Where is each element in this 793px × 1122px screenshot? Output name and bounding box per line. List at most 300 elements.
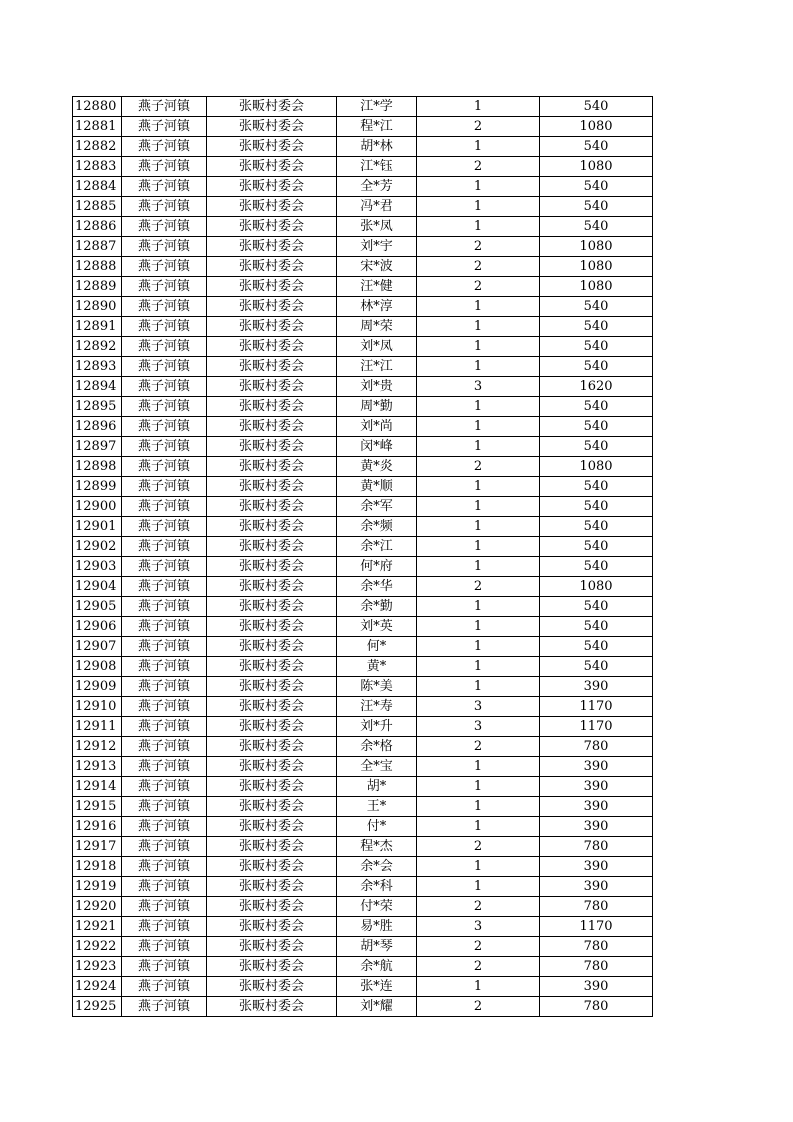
town-cell: 燕子河镇 (122, 97, 207, 117)
amount-cell: 390 (540, 777, 653, 797)
name-cell: 冯*君 (337, 197, 417, 217)
row-number-cell: 12911 (73, 717, 122, 737)
table-row (73, 217, 653, 237)
name-cell: 刘*耀 (337, 997, 417, 1017)
table-row (73, 937, 653, 957)
village-committee-cell: 张畈村委会 (207, 817, 337, 837)
amount-cell: 540 (540, 337, 653, 357)
town-cell: 燕子河镇 (122, 537, 207, 557)
name-cell: 黄*顺 (337, 477, 417, 497)
row-number-cell: 12899 (73, 477, 122, 497)
town-cell: 燕子河镇 (122, 137, 207, 157)
amount-cell: 390 (540, 757, 653, 777)
name-cell: 程*江 (337, 117, 417, 137)
name-cell: 王* (337, 797, 417, 817)
row-number-cell: 12920 (73, 897, 122, 917)
table-row (73, 197, 653, 217)
table-row (73, 357, 653, 377)
count-cell: 1 (417, 517, 540, 537)
town-cell: 燕子河镇 (122, 617, 207, 637)
village-committee-cell: 张畈村委会 (207, 137, 337, 157)
village-committee-cell: 张畈村委会 (207, 837, 337, 857)
row-number-cell: 12917 (73, 837, 122, 857)
village-committee-cell: 张畈村委会 (207, 197, 337, 217)
table-row (73, 897, 653, 917)
town-cell: 燕子河镇 (122, 217, 207, 237)
amount-cell: 1620 (540, 377, 653, 397)
row-number-cell: 12884 (73, 177, 122, 197)
row-number-cell: 12882 (73, 137, 122, 157)
amount-cell: 540 (540, 217, 653, 237)
name-cell: 程*杰 (337, 837, 417, 857)
village-committee-cell: 张畈村委会 (207, 497, 337, 517)
town-cell: 燕子河镇 (122, 977, 207, 997)
table-row (73, 457, 653, 477)
town-cell: 燕子河镇 (122, 797, 207, 817)
row-number-cell: 12924 (73, 977, 122, 997)
name-cell: 张*连 (337, 977, 417, 997)
table-row (73, 237, 653, 257)
count-cell: 1 (417, 417, 540, 437)
table-row (73, 817, 653, 837)
row-number-cell: 12890 (73, 297, 122, 317)
name-cell: 付*荣 (337, 897, 417, 917)
village-committee-cell: 张畈村委会 (207, 417, 337, 437)
row-number-cell: 12907 (73, 637, 122, 657)
amount-cell: 540 (540, 97, 653, 117)
name-cell: 余*会 (337, 857, 417, 877)
name-cell: 余*科 (337, 877, 417, 897)
amount-cell: 1080 (540, 457, 653, 477)
table-row (73, 537, 653, 557)
count-cell: 2 (417, 457, 540, 477)
count-cell: 1 (417, 197, 540, 217)
amount-cell: 540 (540, 417, 653, 437)
town-cell: 燕子河镇 (122, 177, 207, 197)
row-number-cell: 12883 (73, 157, 122, 177)
village-committee-cell: 张畈村委会 (207, 957, 337, 977)
table-row (73, 717, 653, 737)
name-cell: 余*军 (337, 497, 417, 517)
table-row (73, 157, 653, 177)
row-number-cell: 12912 (73, 737, 122, 757)
table-row (73, 397, 653, 417)
amount-cell: 390 (540, 857, 653, 877)
village-committee-cell: 张畈村委会 (207, 777, 337, 797)
count-cell: 1 (417, 977, 540, 997)
town-cell: 燕子河镇 (122, 557, 207, 577)
table-row (73, 577, 653, 597)
town-cell: 燕子河镇 (122, 677, 207, 697)
amount-cell: 390 (540, 977, 653, 997)
amount-cell: 540 (540, 357, 653, 377)
name-cell: 付* (337, 817, 417, 837)
table-row (73, 977, 653, 997)
row-number-cell: 12925 (73, 997, 122, 1017)
count-cell: 2 (417, 577, 540, 597)
amount-cell: 540 (540, 437, 653, 457)
amount-cell: 540 (540, 177, 653, 197)
row-number-cell: 12901 (73, 517, 122, 537)
row-number-cell: 12891 (73, 317, 122, 337)
count-cell: 1 (417, 857, 540, 877)
village-committee-cell: 张畈村委会 (207, 797, 337, 817)
town-cell: 燕子河镇 (122, 317, 207, 337)
amount-cell: 390 (540, 817, 653, 837)
village-committee-cell: 张畈村委会 (207, 717, 337, 737)
name-cell: 余*江 (337, 537, 417, 557)
count-cell: 1 (417, 137, 540, 157)
amount-cell: 390 (540, 877, 653, 897)
row-number-cell: 12889 (73, 277, 122, 297)
town-cell: 燕子河镇 (122, 397, 207, 417)
name-cell: 余*频 (337, 517, 417, 537)
count-cell: 2 (417, 157, 540, 177)
row-number-cell: 12881 (73, 117, 122, 137)
row-number-cell: 12894 (73, 377, 122, 397)
town-cell: 燕子河镇 (122, 457, 207, 477)
name-cell: 汪*寿 (337, 697, 417, 717)
name-cell: 全*芳 (337, 177, 417, 197)
count-cell: 1 (417, 477, 540, 497)
table-row (73, 857, 653, 877)
table-row (73, 697, 653, 717)
village-committee-cell: 张畈村委会 (207, 617, 337, 637)
count-cell: 3 (417, 697, 540, 717)
village-committee-cell: 张畈村委会 (207, 897, 337, 917)
town-cell: 燕子河镇 (122, 757, 207, 777)
town-cell: 燕子河镇 (122, 837, 207, 857)
count-cell: 1 (417, 557, 540, 577)
name-cell: 易*胜 (337, 917, 417, 937)
village-committee-cell: 张畈村委会 (207, 757, 337, 777)
village-committee-cell: 张畈村委会 (207, 997, 337, 1017)
town-cell: 燕子河镇 (122, 717, 207, 737)
amount-cell: 390 (540, 797, 653, 817)
town-cell: 燕子河镇 (122, 357, 207, 377)
name-cell: 闵*峰 (337, 437, 417, 457)
row-number-cell: 12916 (73, 817, 122, 837)
amount-cell: 1080 (540, 277, 653, 297)
count-cell: 1 (417, 397, 540, 417)
village-committee-cell: 张畈村委会 (207, 857, 337, 877)
count-cell: 2 (417, 937, 540, 957)
table-row (73, 997, 653, 1017)
table-row (73, 417, 653, 437)
table-row (73, 477, 653, 497)
town-cell: 燕子河镇 (122, 437, 207, 457)
village-committee-cell: 张畈村委会 (207, 317, 337, 337)
village-committee-cell: 张畈村委会 (207, 697, 337, 717)
count-cell: 1 (417, 437, 540, 457)
town-cell: 燕子河镇 (122, 277, 207, 297)
amount-cell: 780 (540, 837, 653, 857)
town-cell: 燕子河镇 (122, 597, 207, 617)
amount-cell: 780 (540, 937, 653, 957)
town-cell: 燕子河镇 (122, 877, 207, 897)
row-number-cell: 12880 (73, 97, 122, 117)
village-committee-cell: 张畈村委会 (207, 457, 337, 477)
table-row (73, 797, 653, 817)
town-cell: 燕子河镇 (122, 637, 207, 657)
name-cell: 余*航 (337, 957, 417, 977)
subsidy-table (72, 96, 653, 1017)
table-row (73, 637, 653, 657)
amount-cell: 1080 (540, 257, 653, 277)
count-cell: 1 (417, 537, 540, 557)
town-cell: 燕子河镇 (122, 337, 207, 357)
name-cell: 胡*琴 (337, 937, 417, 957)
village-committee-cell: 张畈村委会 (207, 537, 337, 557)
name-cell: 刘*升 (337, 717, 417, 737)
village-committee-cell: 张畈村委会 (207, 577, 337, 597)
village-committee-cell: 张畈村委会 (207, 437, 337, 457)
town-cell: 燕子河镇 (122, 157, 207, 177)
table-row (73, 737, 653, 757)
count-cell: 1 (417, 637, 540, 657)
amount-cell: 540 (540, 397, 653, 417)
town-cell: 燕子河镇 (122, 937, 207, 957)
amount-cell: 540 (540, 517, 653, 537)
row-number-cell: 12918 (73, 857, 122, 877)
town-cell: 燕子河镇 (122, 117, 207, 137)
row-number-cell: 12888 (73, 257, 122, 277)
row-number-cell: 12903 (73, 557, 122, 577)
count-cell: 1 (417, 657, 540, 677)
count-cell: 1 (417, 757, 540, 777)
town-cell: 燕子河镇 (122, 917, 207, 937)
amount-cell: 540 (540, 137, 653, 157)
amount-cell: 780 (540, 737, 653, 757)
row-number-cell: 12913 (73, 757, 122, 777)
village-committee-cell: 张畈村委会 (207, 157, 337, 177)
row-number-cell: 12895 (73, 397, 122, 417)
name-cell: 刘*尚 (337, 417, 417, 437)
count-cell: 2 (417, 257, 540, 277)
village-committee-cell: 张畈村委会 (207, 217, 337, 237)
amount-cell: 390 (540, 677, 653, 697)
table-body (73, 97, 653, 1017)
count-cell: 1 (417, 177, 540, 197)
name-cell: 胡*林 (337, 137, 417, 157)
row-number-cell: 12896 (73, 417, 122, 437)
row-number-cell: 12921 (73, 917, 122, 937)
count-cell: 2 (417, 117, 540, 137)
town-cell: 燕子河镇 (122, 417, 207, 437)
table-row (73, 557, 653, 577)
count-cell: 1 (417, 597, 540, 617)
table-row (73, 517, 653, 537)
amount-cell: 540 (540, 537, 653, 557)
table-row (73, 957, 653, 977)
count-cell: 3 (417, 717, 540, 737)
village-committee-cell: 张畈村委会 (207, 397, 337, 417)
amount-cell: 1170 (540, 917, 653, 937)
row-number-cell: 12914 (73, 777, 122, 797)
name-cell: 刘*凤 (337, 337, 417, 357)
count-cell: 2 (417, 997, 540, 1017)
row-number-cell: 12885 (73, 197, 122, 217)
town-cell: 燕子河镇 (122, 897, 207, 917)
village-committee-cell: 张畈村委会 (207, 177, 337, 197)
village-committee-cell: 张畈村委会 (207, 377, 337, 397)
name-cell: 江*学 (337, 97, 417, 117)
count-cell: 2 (417, 237, 540, 257)
name-cell: 胡* (337, 777, 417, 797)
name-cell: 刘*贵 (337, 377, 417, 397)
village-committee-cell: 张畈村委会 (207, 117, 337, 137)
table-row (73, 297, 653, 317)
village-committee-cell: 张畈村委会 (207, 297, 337, 317)
village-committee-cell: 张畈村委会 (207, 237, 337, 257)
name-cell: 宋*波 (337, 257, 417, 277)
amount-cell: 1080 (540, 117, 653, 137)
town-cell: 燕子河镇 (122, 237, 207, 257)
row-number-cell: 12906 (73, 617, 122, 637)
name-cell: 汪*江 (337, 357, 417, 377)
row-number-cell: 12892 (73, 337, 122, 357)
name-cell: 张*凤 (337, 217, 417, 237)
count-cell: 2 (417, 837, 540, 857)
town-cell: 燕子河镇 (122, 377, 207, 397)
village-committee-cell: 张畈村委会 (207, 257, 337, 277)
count-cell: 1 (417, 317, 540, 337)
village-committee-cell: 张畈村委会 (207, 97, 337, 117)
table-row (73, 337, 653, 357)
amount-cell: 540 (540, 497, 653, 517)
table-row (73, 617, 653, 637)
village-committee-cell: 张畈村委会 (207, 597, 337, 617)
row-number-cell: 12898 (73, 457, 122, 477)
count-cell: 1 (417, 337, 540, 357)
count-cell: 1 (417, 357, 540, 377)
name-cell: 全*宝 (337, 757, 417, 777)
count-cell: 2 (417, 957, 540, 977)
table-row (73, 497, 653, 517)
row-number-cell: 12915 (73, 797, 122, 817)
amount-cell: 1080 (540, 157, 653, 177)
table-row (73, 277, 653, 297)
amount-cell: 780 (540, 897, 653, 917)
table-row (73, 257, 653, 277)
table-row (73, 177, 653, 197)
amount-cell: 1080 (540, 577, 653, 597)
count-cell: 1 (417, 217, 540, 237)
row-number-cell: 12908 (73, 657, 122, 677)
name-cell: 余*格 (337, 737, 417, 757)
amount-cell: 540 (540, 477, 653, 497)
town-cell: 燕子河镇 (122, 697, 207, 717)
table-row (73, 757, 653, 777)
table-row (73, 777, 653, 797)
amount-cell: 780 (540, 997, 653, 1017)
row-number-cell: 12904 (73, 577, 122, 597)
row-number-cell: 12922 (73, 937, 122, 957)
table-row (73, 837, 653, 857)
table-row (73, 317, 653, 337)
village-committee-cell: 张畈村委会 (207, 917, 337, 937)
amount-cell: 540 (540, 617, 653, 637)
name-cell: 黄*炎 (337, 457, 417, 477)
row-number-cell: 12919 (73, 877, 122, 897)
table-row (73, 677, 653, 697)
row-number-cell: 12886 (73, 217, 122, 237)
row-number-cell: 12909 (73, 677, 122, 697)
town-cell: 燕子河镇 (122, 817, 207, 837)
table-row (73, 917, 653, 937)
amount-cell: 540 (540, 297, 653, 317)
row-number-cell: 12900 (73, 497, 122, 517)
count-cell: 2 (417, 277, 540, 297)
name-cell: 刘*英 (337, 617, 417, 637)
village-committee-cell: 张畈村委会 (207, 737, 337, 757)
name-cell: 江*钰 (337, 157, 417, 177)
village-committee-cell: 张畈村委会 (207, 477, 337, 497)
town-cell: 燕子河镇 (122, 737, 207, 757)
table-row (73, 117, 653, 137)
village-committee-cell: 张畈村委会 (207, 277, 337, 297)
town-cell: 燕子河镇 (122, 497, 207, 517)
amount-cell: 540 (540, 557, 653, 577)
row-number-cell: 12893 (73, 357, 122, 377)
count-cell: 1 (417, 817, 540, 837)
count-cell: 1 (417, 797, 540, 817)
amount-cell: 540 (540, 657, 653, 677)
name-cell: 陈*美 (337, 677, 417, 697)
count-cell: 3 (417, 377, 540, 397)
count-cell: 1 (417, 677, 540, 697)
town-cell: 燕子河镇 (122, 477, 207, 497)
table-row (73, 97, 653, 117)
table-row (73, 437, 653, 457)
row-number-cell: 12905 (73, 597, 122, 617)
village-committee-cell: 张畈村委会 (207, 937, 337, 957)
row-number-cell: 12910 (73, 697, 122, 717)
town-cell: 燕子河镇 (122, 997, 207, 1017)
town-cell: 燕子河镇 (122, 577, 207, 597)
town-cell: 燕子河镇 (122, 197, 207, 217)
name-cell: 黄* (337, 657, 417, 677)
name-cell: 余*华 (337, 577, 417, 597)
town-cell: 燕子河镇 (122, 257, 207, 277)
village-committee-cell: 张畈村委会 (207, 637, 337, 657)
name-cell: 林*淳 (337, 297, 417, 317)
village-committee-cell: 张畈村委会 (207, 677, 337, 697)
count-cell: 3 (417, 917, 540, 937)
count-cell: 1 (417, 297, 540, 317)
town-cell: 燕子河镇 (122, 657, 207, 677)
village-committee-cell: 张畈村委会 (207, 357, 337, 377)
name-cell: 周*勤 (337, 397, 417, 417)
town-cell: 燕子河镇 (122, 517, 207, 537)
count-cell: 1 (417, 497, 540, 517)
table-row (73, 877, 653, 897)
count-cell: 1 (417, 617, 540, 637)
amount-cell: 540 (540, 637, 653, 657)
count-cell: 2 (417, 897, 540, 917)
village-committee-cell: 张畈村委会 (207, 657, 337, 677)
row-number-cell: 12897 (73, 437, 122, 457)
count-cell: 1 (417, 97, 540, 117)
town-cell: 燕子河镇 (122, 857, 207, 877)
row-number-cell: 12923 (73, 957, 122, 977)
table-row (73, 657, 653, 677)
town-cell: 燕子河镇 (122, 957, 207, 977)
name-cell: 何* (337, 637, 417, 657)
town-cell: 燕子河镇 (122, 777, 207, 797)
count-cell: 1 (417, 877, 540, 897)
village-committee-cell: 张畈村委会 (207, 977, 337, 997)
